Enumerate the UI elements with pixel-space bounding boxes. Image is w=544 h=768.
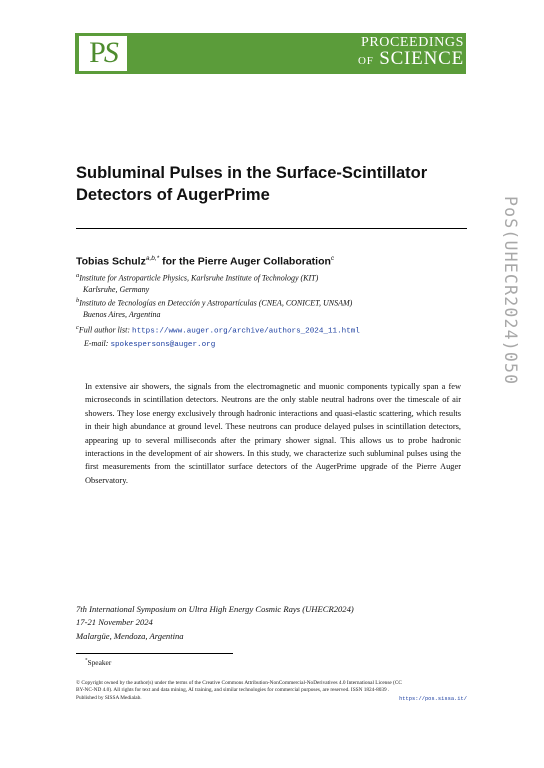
- affiliation-a-sup: a: [76, 272, 80, 279]
- conference-name: 7th International Symposium on Ultra High Energy Cosmic Rays (UHECR2024): [76, 604, 354, 614]
- author-line: [76, 255, 334, 268]
- footnote-text: Speaker: [87, 658, 112, 667]
- footnote: [85, 658, 111, 667]
- proceedings-text: PROCEEDINGS: [360, 35, 464, 50]
- author-list-link[interactable]: https://www.auger.org/archive/authors_2024_11.html: [132, 327, 360, 336]
- affiliation-a-line2: Karlsruhe, Germany: [83, 284, 150, 294]
- pos-url-link[interactable]: https://pos.sissa.it/: [399, 696, 467, 702]
- author-name: Tobias Schulz: [76, 255, 146, 268]
- affiliation-c-text: Full author list:: [78, 325, 133, 335]
- collaboration-sup: c: [330, 255, 335, 262]
- affiliation-a: [76, 270, 476, 295]
- pos-side-identifier: [500, 196, 520, 486]
- pos-logo: [79, 34, 127, 71]
- email-label: E-mail:: [84, 339, 111, 348]
- email-line: [84, 339, 215, 349]
- side-label: PoS(UHECR2024)050: [501, 196, 520, 386]
- footnote-mark: *: [85, 658, 88, 664]
- paper-title: [76, 162, 466, 206]
- affiliation-b-line1: [76, 295, 476, 309]
- of-text: OF: [357, 55, 374, 67]
- of-science-line: [357, 48, 464, 69]
- conference-info: [76, 603, 354, 643]
- affiliation-b-text: Instituto de Tecnologías en Detección y Astropartículas (CNEA, CONICET, UNSAM): [79, 298, 353, 308]
- logo-p: P: [89, 36, 104, 69]
- conference-dates: 17-21 November 2024: [76, 617, 153, 628]
- affiliation-a-line1: [76, 270, 476, 284]
- affiliation-b: [76, 295, 476, 320]
- affiliation-a-text: Institute for Astroparticle Physics, Karlsruhe Institute of Technology (KIT): [79, 273, 319, 283]
- affiliation-b-sup: b: [76, 297, 80, 304]
- author-name-sup: a,b,*: [145, 255, 160, 262]
- collaboration: for the Pierre Auger Collaboration: [159, 255, 331, 268]
- proceedings-of-science-label: [358, 35, 464, 69]
- footnote-divider: [76, 653, 233, 654]
- copyright-notice: © Copyright owned by the author(s) under the terms of the Creative Commons Attribution-NonCommercial-NoDerivatives 4.0 International License (CC BY-NC-ND 4.0). All rights for text and data mining, AI training, and similar technologies for commercial purposes, are reserved. ISSN 1824-8039 . Published by SISSA Medialab.: [76, 680, 402, 701]
- affiliation-b-line2: Buenos Aires, Argentina: [83, 309, 161, 319]
- title-line-1: Subluminal Pulses in the Surface-Scintillator: [76, 164, 428, 182]
- science-text: SCIENCE: [379, 48, 464, 69]
- title-divider: [76, 228, 467, 229]
- affiliation-c-sup: c: [76, 324, 79, 331]
- abstract: In extensive air showers, the signals from the electromagnetic and muonic components typically span a few microseconds in scintillation detectors. Neutrons are the only stable neutral hadrons over the timescale of air showers. They lose energy exclusively through hadronic interactions and quasi-elastic scattering, which results in their high abundance at ground level. These neutrons can produce delayed pulses in scintillation detectors, appearing up to several milliseconds after the primary shower signal. This allows us to probe hadronic interactions in the development of air showers. In this study, we characterize such subluminal pulses using the first measurements from the scintillator surface detectors of the AugerPrime upgrade of the Pierre Auger Observatory.: [85, 382, 461, 485]
- logo-s: S: [103, 36, 117, 69]
- conference-location: Malargüe, Mendoza, Argentina: [76, 630, 184, 641]
- affiliation-c: [76, 322, 476, 338]
- email-link[interactable]: spokespersons@auger.org: [110, 341, 216, 349]
- title-line-2: Detectors of AugerPrime: [76, 186, 270, 204]
